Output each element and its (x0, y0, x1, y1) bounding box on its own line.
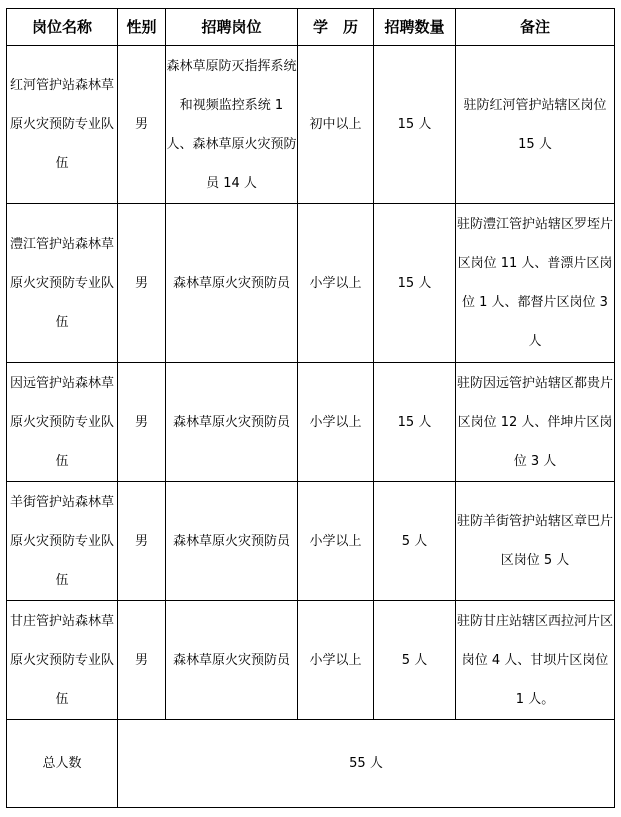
recruitment-sheet (6, 8, 615, 808)
education-cell: 小学以上 (298, 204, 374, 363)
count-cell: 15 人 (374, 363, 456, 482)
remarks-cell: 驻防因远管护站辖区都贵片区岗位 12 人、伴坤片区岗位 3 人 (456, 363, 615, 482)
unit-cell: 因远管护站森林草原火灾预防专业队伍 (7, 363, 118, 482)
table-row (7, 363, 615, 482)
gender-cell: 男 (118, 46, 166, 204)
remarks-cell: 驻防红河管护站辖区岗位 15 人 (456, 46, 615, 204)
gender-cell: 男 (118, 482, 166, 601)
total-row (7, 720, 615, 808)
recruitment-table (6, 8, 615, 808)
gender-cell: 男 (118, 601, 166, 720)
unit-cell: 羊街管护站森林草原火灾预防专业队伍 (7, 482, 118, 601)
education-cell: 小学以上 (298, 482, 374, 601)
education-cell: 小学以上 (298, 601, 374, 720)
position-cell: 森林草原火灾预防员 (166, 363, 298, 482)
count-cell: 5 人 (374, 482, 456, 601)
header-position: 招聘岗位 (166, 9, 298, 46)
unit-cell: 甘庄管护站森林草原火灾预防专业队伍 (7, 601, 118, 720)
remarks-cell: 驻防甘庄站辖区西拉河片区岗位 4 人、甘坝片区岗位 1 人。 (456, 601, 615, 720)
position-cell: 森林草原火灾预防员 (166, 601, 298, 720)
header-remarks: 备注 (456, 9, 615, 46)
position-cell: 森林草原火灾预防员 (166, 482, 298, 601)
gender-cell: 男 (118, 204, 166, 363)
count-cell: 15 人 (374, 46, 456, 204)
table-row (7, 601, 615, 720)
count-cell: 15 人 (374, 204, 456, 363)
education-cell: 初中以上 (298, 46, 374, 204)
header-count: 招聘数量 (374, 9, 456, 46)
unit-cell: 红河管护站森林草原火灾预防专业队伍 (7, 46, 118, 204)
position-cell: 森林草原火灾预防员 (166, 204, 298, 363)
remarks-cell: 驻防澧江管护站辖区罗垤片区岗位 11 人、普漂片区岗位 1 人、都督片区岗位 3 人 (456, 204, 615, 363)
table-row (7, 204, 615, 363)
education-cell: 小学以上 (298, 363, 374, 482)
header-gender: 性别 (118, 9, 166, 46)
total-label: 总人数 (7, 720, 118, 808)
count-cell: 5 人 (374, 601, 456, 720)
position-cell: 森林草原防灭指挥系统和视频监控系统 1 人、森林草原火灾预防员 14 人 (166, 46, 298, 204)
remarks-cell: 驻防羊街管护站辖区章巴片区岗位 5 人 (456, 482, 615, 601)
header-education: 学 历 (298, 9, 374, 46)
gender-cell: 男 (118, 363, 166, 482)
unit-cell: 澧江管护站森林草原火灾预防专业队伍 (7, 204, 118, 363)
table-row (7, 482, 615, 601)
header-unit: 岗位名称 (7, 9, 118, 46)
table-row (7, 46, 615, 204)
total-value: 55 人 (118, 720, 615, 808)
header-row (7, 9, 615, 46)
